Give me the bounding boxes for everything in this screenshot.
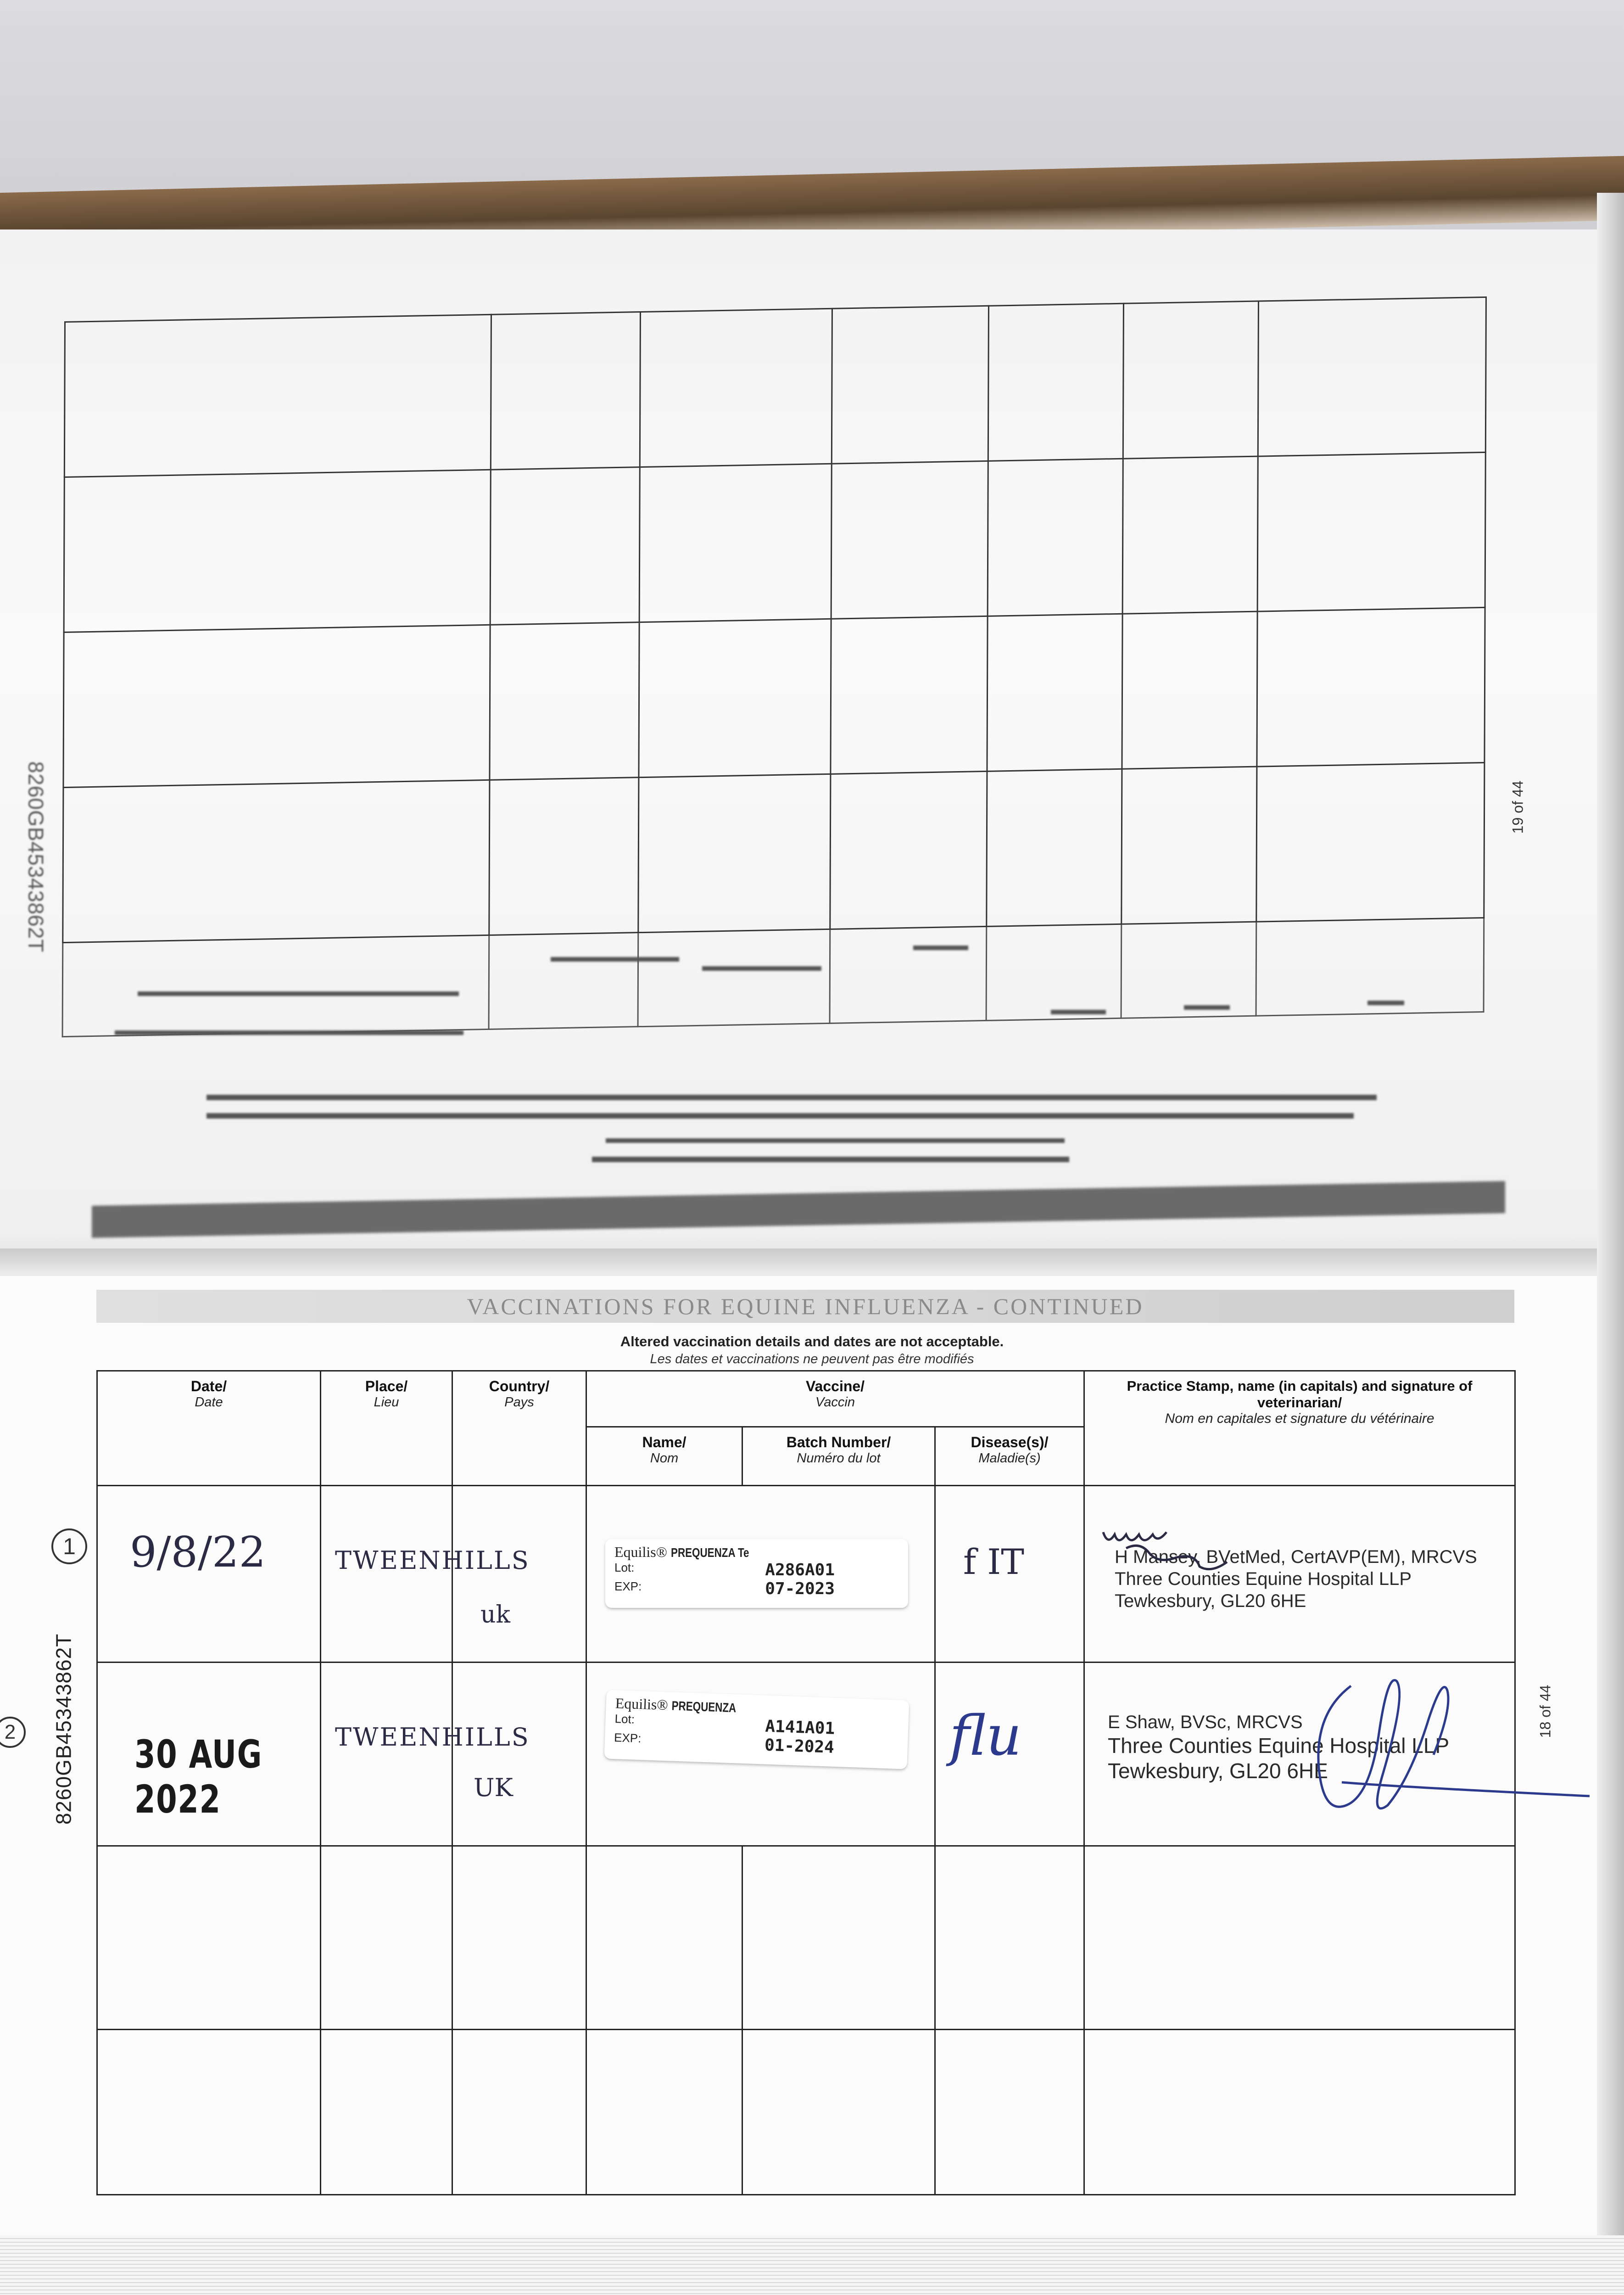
entry-2-date-cell <box>97 1662 321 1846</box>
entry-2-marker: 2 <box>0 1717 26 1748</box>
table-row <box>97 2030 1515 2195</box>
mirrored-text-blur <box>206 1095 1377 1100</box>
entry-1-vaccine-sticker <box>605 1539 908 1608</box>
entry-2-vet-name: E Shaw, BVSc, MRCVS <box>1108 1712 1303 1732</box>
mirrored-text-blur <box>115 1030 463 1035</box>
entry-2-vaccine-product: PREQUENZA <box>671 1698 737 1715</box>
entry-1-date: 9/8/22 <box>130 1528 266 1577</box>
entry-1-country: uk <box>480 1601 510 1629</box>
entry-2-practice-cell <box>1084 1662 1515 1846</box>
entry-2-disease-cell <box>935 1662 1084 1846</box>
entry-2-country-cell <box>452 1662 586 1846</box>
upper-page-number: 19 of 44 <box>1509 780 1526 834</box>
entry-2-lot: A141A01 <box>765 1717 835 1738</box>
entry-1-signature <box>1099 1514 1291 1583</box>
header-practice-stamp: Practice Stamp, name (in capitals) and signature of veterinarian/ Nom en capitales et signature du vétérinaire <box>1084 1371 1515 1486</box>
entry-2-country: UK <box>474 1773 513 1802</box>
header-vaccine-name: Name/ Nom <box>586 1427 742 1486</box>
header-date: Date/ Date <box>97 1371 321 1486</box>
mirrored-text-blur <box>1051 1010 1106 1014</box>
entry-2-place: TWEENHILLS <box>335 1723 530 1752</box>
entry-1-lot: A286A01 <box>765 1561 835 1579</box>
entry-1-country-cell <box>452 1486 586 1662</box>
mirrored-text-blur <box>592 1157 1069 1162</box>
entry-1-vaccine-brand: Equilis® <box>614 1544 667 1560</box>
entry-1-date-cell <box>97 1486 321 1662</box>
entry-2-lot-label: Lot: <box>614 1712 635 1726</box>
entry-1-vaccine-cell <box>586 1486 935 1662</box>
entry-1-exp: 07-2023 <box>765 1579 835 1598</box>
entry-2-exp-label: EXP: <box>614 1730 642 1746</box>
lower-page-number: 18 of 44 <box>1537 1685 1554 1738</box>
mirrored-text-blur <box>551 957 679 962</box>
page-stack-edge <box>0 2235 1624 2295</box>
upper-passport-id: 8260GB45343862T <box>24 761 48 953</box>
entry-1-practice-cell <box>1084 1486 1515 1662</box>
entry-1-vaccine-product: PREQUENZA Te <box>670 1545 749 1560</box>
header-disease: Disease(s)/ Maladie(s) <box>935 1427 1084 1486</box>
mirrored-text-blur <box>206 1113 1354 1119</box>
vaccination-table <box>96 1370 1514 2194</box>
entry-1-vet-practice: Three Counties Equine Hospital LLP <box>1115 1569 1412 1589</box>
entry-2-vaccine-brand: Equilis® <box>615 1695 669 1713</box>
entry-2-exp: 01-2024 <box>764 1735 835 1757</box>
entry-1-exp-label: EXP: <box>614 1579 642 1593</box>
table-row <box>97 1486 1515 1662</box>
entry-2-vet-practice: Three Counties Equine Hospital LLP <box>1108 1734 1450 1758</box>
entry-2-vaccine-cell <box>586 1662 935 1846</box>
entry-2-vaccine-sticker <box>604 1690 910 1769</box>
lower-passport-id: 8260GB45343862T <box>51 1633 76 1825</box>
notice-english: Altered vaccination details and dates are not acceptable. <box>620 1333 1004 1349</box>
entry-1-disease: f IT <box>963 1541 1024 1582</box>
entry-2-signature <box>1259 1645 1590 1847</box>
upper-vaccination-grid <box>62 297 1487 1037</box>
mirrored-text-blur <box>1184 1005 1230 1010</box>
header-batch-number: Batch Number/ Numéro du lot <box>742 1427 935 1486</box>
page-edge <box>1597 193 1624 2295</box>
mirrored-text-blur <box>1367 1001 1404 1005</box>
table-row <box>97 1846 1515 2030</box>
notice-french: Les dates et vaccinations ne peuvent pas être modifiés <box>650 1352 974 1366</box>
header-vaccine: Vaccine/ Vaccin <box>586 1371 1084 1427</box>
entry-1-vet-name: H Mansey, BVetMed, CertAVP(EM), MRCVS <box>1115 1547 1477 1567</box>
mirrored-text-blur <box>138 991 459 996</box>
banner-title: VACCINATIONS FOR EQUINE INFLUENZA - CONTINUED <box>467 1293 1144 1319</box>
header-place: Place/ Lieu <box>321 1371 452 1486</box>
entry-2-disease: flu <box>949 1704 1022 1768</box>
table-row <box>97 1662 1515 1846</box>
entry-1-marker: 1 <box>51 1528 87 1564</box>
entry-2-date-stamp: 30 AUG 2022 <box>134 1732 263 1822</box>
mirrored-text-blur <box>606 1138 1065 1143</box>
entry-1-vet-address: Tewkesbury, GL20 6HE <box>1115 1591 1306 1611</box>
entry-1-lot-label: Lot: <box>614 1561 635 1574</box>
section-banner <box>96 1290 1514 1323</box>
entry-2-vet-address: Tewkesbury, GL20 6HE <box>1108 1759 1328 1783</box>
mirrored-text-blur <box>913 946 968 950</box>
entry-1-disease-cell <box>935 1486 1084 1662</box>
entry-1-place: TWEENHILLS <box>335 1546 530 1575</box>
header-country: Country/ Pays <box>452 1371 586 1486</box>
mirrored-text-blur <box>702 966 821 971</box>
